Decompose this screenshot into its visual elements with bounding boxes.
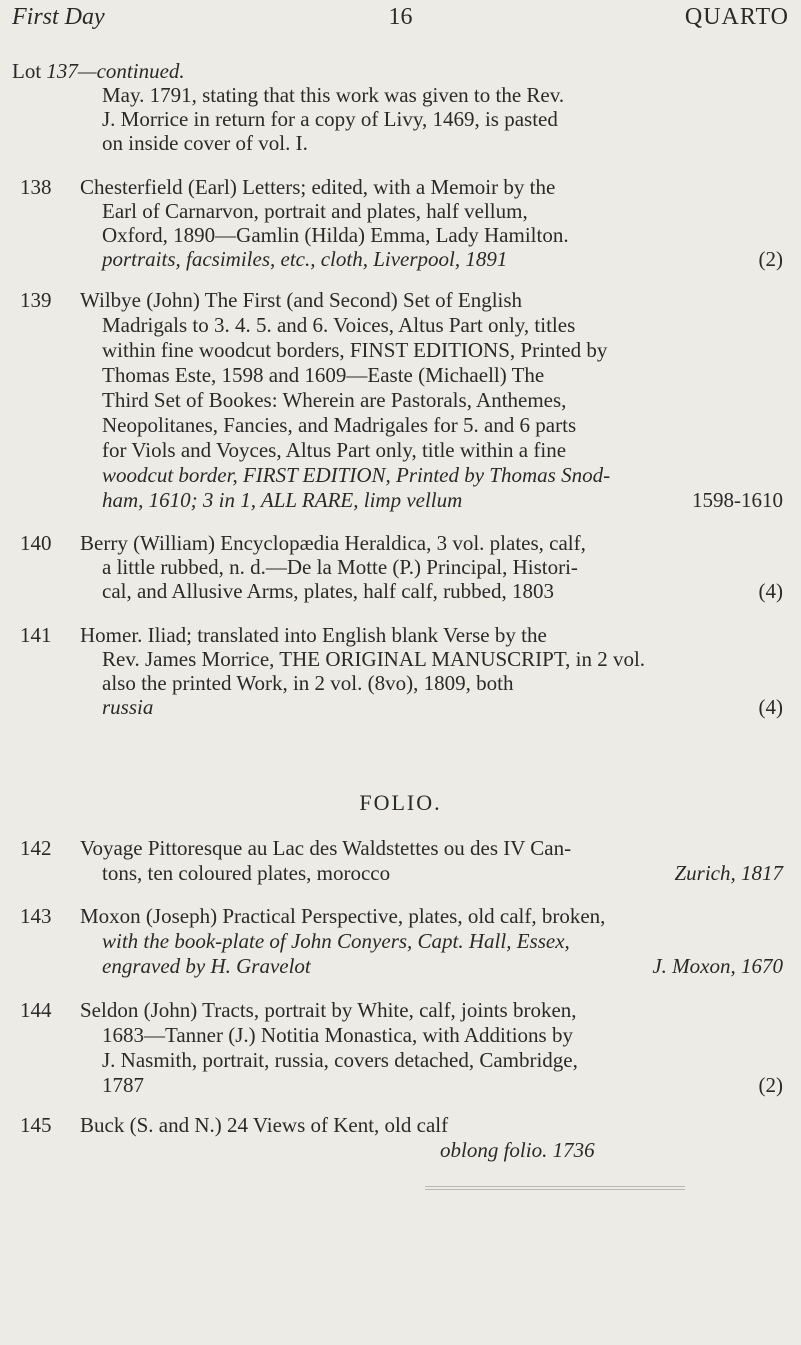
lot-quantity: (4) [758, 695, 783, 719]
lot-line: J. Nasmith, portrait, russia, covers detached, Cambridge, [102, 1048, 578, 1072]
lot-line: tons, ten coloured plates, morocco Zurich, 1817 [102, 861, 783, 885]
lot-number: 140 [20, 531, 52, 555]
lot-line: Madrigals to 3. 4. 5. and 6. Voices, Altus Part only, titles [102, 313, 576, 337]
lot-137-line: May. 1791, stating that this work was given to the Rev. [102, 83, 565, 107]
lot-label: Lot [12, 59, 42, 83]
lot-imprint: Zurich, 1817 [674, 861, 783, 885]
lot-quantity: (2) [758, 247, 783, 271]
lot-number: 138 [20, 175, 52, 199]
lot-line: Oxford, 1890—Gamlin (Hilda) Emma, Lady Hamilton. [102, 223, 569, 247]
lot-number: 139 [20, 288, 52, 312]
lot-line: 1683—Tanner (J.) Notitia Monastica, with Additions by [102, 1023, 573, 1047]
lot-line: for Viols and Voyces, Altus Part only, title within a fine [102, 438, 567, 462]
lot-line: Thomas Este, 1598 and 1609—Easte (Michaell) The [102, 363, 545, 387]
lot-line: Seldon (John) Tracts, portrait by White, calf, joints broken, [80, 998, 577, 1022]
lot-137-line: on inside cover of vol. I. [102, 131, 308, 155]
lot-line: woodcut border, FIRST EDITION, Printed by Thomas Snod- [102, 463, 611, 487]
lot-number: 142 [20, 836, 52, 860]
lot-line: Buck (S. and N.) 24 Views of Kent, old calf [80, 1113, 449, 1137]
lot-line: portraits, facsimiles, etc., cloth, Liverpool, 1891 (2) [102, 247, 783, 271]
lot-line: Third Set of Bookes: Wherein are Pastorals, Anthemes, [102, 388, 567, 412]
format-heading: QUARTO [684, 4, 789, 30]
lot-line: Homer. Iliad; translated into English blank Verse by the [80, 623, 547, 647]
lot-line: cal, and Allusive Arms, plates, half calf, rubbed, 1803 (4) [102, 579, 783, 603]
lot-number: 143 [20, 904, 52, 928]
lot-line: Earl of Carnarvon, portrait and plates, half vellum, [102, 199, 528, 223]
lot-line: ham, 1610; 3 in 1, ALL RARE, limp vellum 1598-1610 [102, 488, 783, 512]
lot-number: 144 [20, 998, 52, 1022]
lot-line: oblong folio. 1736 [440, 1138, 595, 1162]
lot-line: Chesterfield (Earl) Letters; edited, with a Memoir by the [80, 175, 556, 199]
page-header [12, 4, 789, 44]
lot-line: russia (4) [102, 695, 783, 719]
lot-number: 145 [20, 1113, 52, 1137]
lot-line: 1787 (2) [102, 1073, 783, 1097]
lot-line: within fine woodcut borders, FINST EDITIONS, Printed by [102, 338, 608, 362]
lot-line: Moxon (Joseph) Practical Perspective, plates, old calf, broken, [80, 904, 606, 928]
lot-imprint: J. Moxon, 1670 [652, 954, 783, 978]
page-number: 16 [388, 4, 413, 30]
lot-137-line: J. Morrice in return for a copy of Livy, 1469, is pasted [102, 107, 558, 131]
lot-quantity: (2) [758, 1073, 783, 1097]
lot-line: Neopolitanes, Fancies, and Madrigales for 5. and 6 parts [102, 413, 577, 437]
lot-line: engraved by H. Gravelot J. Moxon, 1670 [102, 954, 783, 978]
lot-number: 141 [20, 623, 52, 647]
lot-continued-number: 137—continued. [46, 59, 185, 83]
lot-line: Wilbye (John) The First (and Second) Set of English [80, 288, 523, 312]
section-heading-folio: FOLIO. [359, 790, 442, 815]
lot-line: Rev. James Morrice, THE ORIGINAL MANUSCRIPT, in 2 vol. [102, 647, 646, 671]
lot-line: with the book-plate of John Conyers, Capt. Hall, Essex, [102, 929, 570, 953]
lot-quantity: 1598-1610 [692, 488, 783, 512]
lot-line: Voyage Pittoresque au Lac des Waldstettes ou des IV Can- [80, 836, 572, 860]
lot-quantity: (4) [758, 579, 783, 603]
lot-line: a little rubbed, n. d.—De la Motte (P.) Principal, Histori- [102, 555, 578, 579]
lot-line: also the printed Work, in 2 vol. (8vo), 1809, both [102, 671, 514, 695]
lot-line: Berry (William) Encyclopædia Heraldica, 3 vol. plates, calf, [80, 531, 586, 555]
running-title: First Day [12, 4, 105, 30]
